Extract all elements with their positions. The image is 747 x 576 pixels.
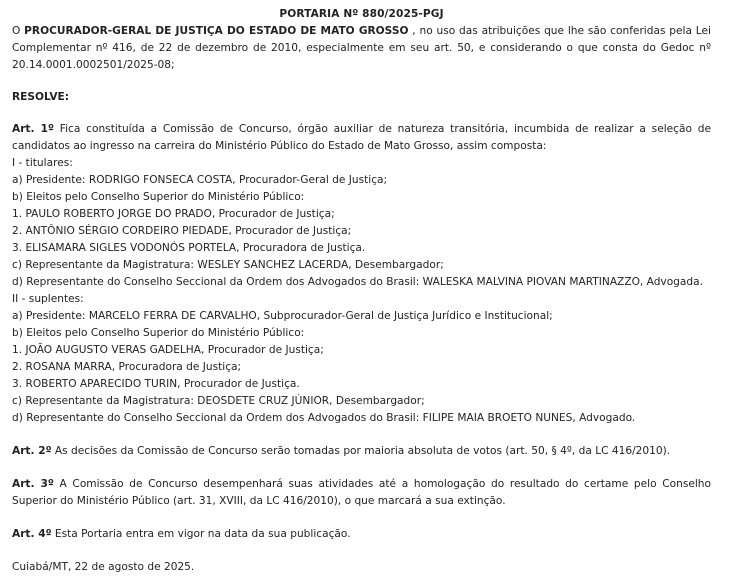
article-3-label: Art. 3º	[12, 478, 54, 490]
composition-line-15: d) Representante do Conselho Seccional da Ordem dos Advogados do Brasil: FILIPE MAIA BROETO NUNES, Advogado.	[12, 412, 636, 424]
article-3-text: A Comissão de Concurso desempenhará suas atividades até a homologação do resultado do certame pelo Conselho Superior do Ministério Público (art. 31, XVIII, da LC 416/2010), o que marcará a sua extinção.	[12, 478, 711, 507]
article-2	[12, 443, 711, 460]
resolve-label: RESOLVE:	[12, 91, 69, 103]
composition-line-2: b) Eleitos pelo Conselho Superior do Ministério Público:	[12, 191, 305, 203]
spacer	[12, 74, 711, 89]
composition-line-12: 2. ROSANA MARRA, Procuradora de Justiça;	[12, 361, 242, 373]
composition-line-10: b) Eleitos pelo Conselho Superior do Ministério Público:	[12, 327, 305, 339]
resolve-heading	[12, 89, 711, 106]
composition-line-3: 1. PAULO ROBERTO JORGE DO PRADO, Procurador de Justiça;	[12, 208, 335, 220]
article-4	[12, 526, 711, 543]
spacer	[12, 106, 711, 121]
spacer	[12, 510, 711, 526]
article-1-label: Art. 1º	[12, 123, 54, 135]
composition-line-7: d) Representante do Conselho Seccional da Ordem dos Advogados do Brasil: WALESKA MALVINA PIOVAN MARTINAZZO, Advogada.	[12, 276, 703, 288]
preamble-authority: PROCURADOR-GERAL DE JUSTIÇA DO ESTADO DE MATO GROSSO	[24, 25, 409, 37]
preamble	[12, 23, 711, 74]
article-4-text: Esta Portaria entra em vigor na data da sua publicação.	[51, 528, 351, 540]
spacer	[12, 543, 711, 559]
composition-line-4: 2. ANTÔNIO SÉRGIO CORDEIRO PIEDADE, Procurador de Justiça;	[12, 225, 352, 237]
composition-line-5: 3. ELISAMARA SIGLES VODONÓS PORTELA, Procuradora de Justiça.	[12, 242, 366, 254]
article-1	[12, 121, 711, 155]
composition-line-0: I - titulares:	[12, 157, 73, 169]
spacer	[12, 460, 711, 476]
article-4-label: Art. 4º	[12, 528, 52, 540]
article-2-text: As decisões da Comissão de Concurso serão tomadas por maioria absoluta de votos (art. 50, § 4º, da LC 416/2010).	[51, 445, 671, 457]
article-1-text: Fica constituída a Comissão de Concurso, órgão auxiliar de natureza transitória, incumbida de realizar a seleção de candidatos ao ingresso na carreira do Ministério Público do Estado de Mato Grosso, assim composta:	[12, 123, 711, 152]
composition-line-11: 1. JOÃO AUGUSTO VERAS GADELHA, Procurador de Justiça;	[12, 344, 324, 356]
spacer	[12, 427, 711, 443]
preamble-text: , no uso das atribuições que lhe são conferidas pela Lei Complementar nº 416, de 22 de dezembro de 2010, especialmente em seu art. 50, e considerando o que consta do Gedoc nº 20.14.0001.0002501/2025-08;	[12, 25, 711, 71]
article-3	[12, 476, 711, 510]
preamble-prefix: O	[12, 25, 25, 37]
composition-line-9: a) Presidente: MARCELO FERRA DE CARVALHO, Subprocurador-Geral de Justiça Jurídico e Institucional;	[12, 310, 553, 322]
composition-line-13: 3. ROBERTO APARECIDO TURIN, Procurador de Justiça.	[12, 378, 300, 390]
closing-date: Cuiabá/MT, 22 de agosto de 2025.	[12, 561, 195, 573]
composition-line-1: a) Presidente: RODRIGO FONSECA COSTA, Procurador-Geral de Justiça;	[12, 174, 388, 186]
composition-line-14: c) Representante da Magistratura: DEOSDETE CRUZ JÚNIOR, Desembargador;	[12, 395, 425, 407]
composition-line-6: c) Representante da Magistratura: WESLEY SANCHEZ LACERDA, Desembargador;	[12, 259, 444, 271]
composition-line-8: II - suplentes:	[12, 293, 84, 305]
article-2-label: Art. 2º	[12, 445, 52, 457]
document-title: PORTARIA Nº 880/2025-PGJ	[279, 8, 444, 20]
